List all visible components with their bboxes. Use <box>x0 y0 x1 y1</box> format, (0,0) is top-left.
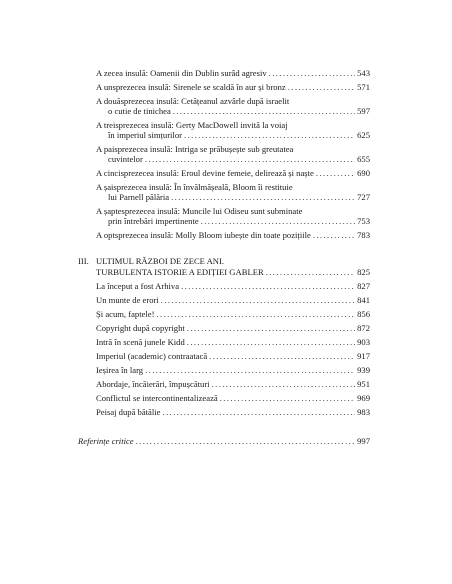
entry-page: 903 <box>357 337 370 347</box>
toc-entry <box>96 168 370 178</box>
entry-title: A cincisprezecea insulă: Eroul devine femeie, delirează și naște <box>96 168 314 178</box>
toc-entry <box>96 309 370 319</box>
toc-entry <box>96 351 370 361</box>
dot-leader <box>181 281 355 291</box>
entry-page: 825 <box>357 267 370 277</box>
dot-leader <box>220 393 355 403</box>
entry-title: Și acum, faptele! <box>96 309 155 319</box>
entry-title: A zecea insulă: Oamenii din Dublin surâd agresiv <box>96 68 267 78</box>
entry-page: 939 <box>357 365 370 375</box>
entry-title: Referințe critice <box>78 436 134 446</box>
entry-title: Imperiul (academic) contraatacă <box>96 351 208 361</box>
entry-page: 983 <box>357 407 370 417</box>
entry-title-continued: prin întrebări impertinente <box>108 216 199 226</box>
toc-entry <box>96 68 370 78</box>
section-number: III. <box>78 256 89 266</box>
entry-page: 917 <box>357 351 370 361</box>
entry-page: 727 <box>357 192 370 202</box>
entry-page: 856 <box>357 309 370 319</box>
toc-entry <box>108 192 370 202</box>
toc-entry <box>96 337 370 347</box>
entry-page: 655 <box>357 154 370 164</box>
dot-leader <box>313 230 355 240</box>
entry-page: 690 <box>357 168 370 178</box>
entry-title: Un munte de erori <box>96 295 159 305</box>
dot-leader <box>161 295 355 305</box>
entry-title: La început a fost Arhiva <box>96 281 180 291</box>
dot-leader <box>187 323 355 333</box>
dot-leader <box>187 337 355 347</box>
entry-title: Copyright după copyright <box>96 323 185 333</box>
entry-page: 597 <box>357 106 370 116</box>
entry-page: 625 <box>357 130 370 140</box>
entry-page: 753 <box>357 216 370 226</box>
toc-entry-references <box>78 436 370 446</box>
entry-title: Ieșirea în larg <box>96 365 144 375</box>
dot-leader <box>173 106 355 116</box>
toc-entry <box>108 154 370 164</box>
dot-leader <box>145 154 355 164</box>
toc-entry <box>108 216 370 226</box>
dot-leader <box>316 168 355 178</box>
dot-leader <box>209 351 355 361</box>
entry-title: Intră în scenă junele Kidd <box>96 337 185 347</box>
entry-title: Conflictul se intercontinentalizează <box>96 393 218 403</box>
dot-leader <box>145 365 355 375</box>
entry-title: A douăsprezecea insulă: Cetățeanul azvârle după israelit <box>96 96 290 106</box>
dot-leader <box>162 407 355 417</box>
toc-entry <box>108 130 370 140</box>
toc-entry <box>96 407 370 417</box>
dot-leader <box>266 267 355 277</box>
entry-page: 827 <box>357 281 370 291</box>
toc-entry <box>96 393 370 403</box>
entry-title: A paisprezecea insulă: Intriga se prăbușește sub greutatea <box>96 144 294 154</box>
dot-leader <box>171 192 355 202</box>
entry-page: 783 <box>357 230 370 240</box>
entry-page: 543 <box>357 68 370 78</box>
entry-title: A unsprezecea insulă: Sirenele se scaldă în aur și bronz <box>96 82 286 92</box>
dot-leader <box>184 130 355 140</box>
entry-title-continued: cuvintelor <box>108 154 143 164</box>
toc-entry <box>96 281 370 291</box>
entry-title: A optsprezecea insulă: Molly Bloom iubește din toate pozițiile <box>96 230 311 240</box>
entry-page: 841 <box>357 295 370 305</box>
dot-leader <box>269 68 355 78</box>
entry-title-continued: o cutie de tinichea <box>108 106 171 116</box>
toc-entry <box>96 323 370 333</box>
toc-entry <box>96 230 370 240</box>
toc-entry <box>96 295 370 305</box>
toc-entry <box>96 82 370 92</box>
dot-leader <box>156 309 355 319</box>
entry-page: 969 <box>357 393 370 403</box>
entry-title-continued: în imperiul simțurilor <box>108 130 182 140</box>
entry-title: A șaptesprezecea insulă: Muncile lui Odiseu sunt subminate <box>96 206 303 216</box>
entry-title: Peisaj după bătălie <box>96 407 161 417</box>
entry-title: Abordaje, încăierări, împușcături <box>96 379 210 389</box>
entry-page: 997 <box>357 436 370 446</box>
entry-title-continued: lui Parnell pălăria <box>108 192 170 202</box>
entry-title: A treisprezecea insulă: Gerty MacDowell invită la voiaj <box>96 120 288 130</box>
toc-entry <box>96 365 370 375</box>
dot-leader <box>212 379 356 389</box>
section-title: ULTIMUL RĂZBOI DE ZECE ANI. <box>96 256 225 266</box>
dot-leader <box>136 436 356 446</box>
entry-page: 571 <box>357 82 370 92</box>
toc-entry <box>108 106 370 116</box>
entry-title: A șaisprezecea insulă: În învălmășeală, Bloom îi restituie <box>96 182 293 192</box>
entry-page: 872 <box>357 323 370 333</box>
toc-entry <box>96 379 370 389</box>
section-title-continued: TURBULENTA ISTORIE A EDIȚIEI GABLER <box>96 267 264 277</box>
dot-leader <box>201 216 355 226</box>
entry-page: 951 <box>357 379 370 389</box>
dot-leader <box>288 82 355 92</box>
toc-entry <box>96 267 370 277</box>
